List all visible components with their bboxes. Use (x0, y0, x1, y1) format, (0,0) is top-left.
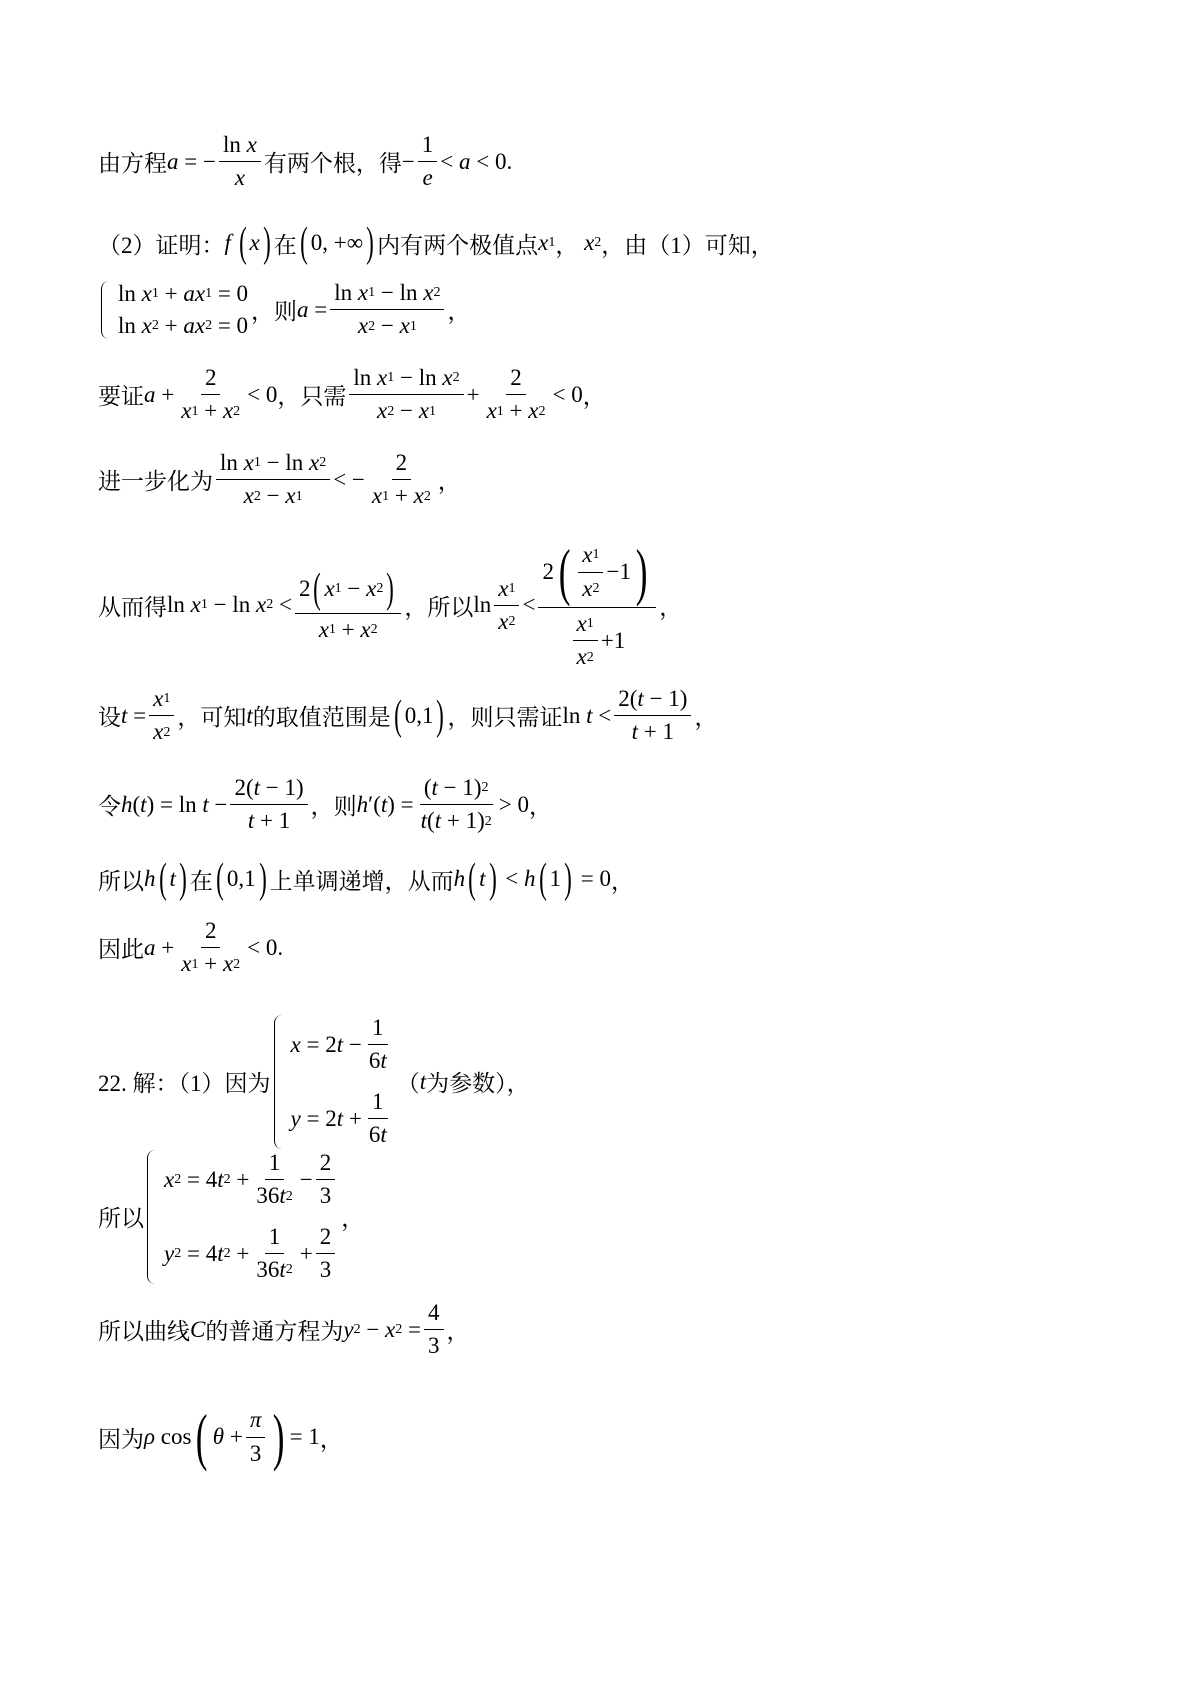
text: 22. 解：（1）因为 (98, 1071, 271, 1097)
fraction: ( t − 1) 2 t ( t + 1) 2 (420, 775, 492, 834)
text: ， (528, 794, 552, 820)
line-4: 要证 a + 2 x 1 + x 2 < 0 ，只需 ln x 1 − ln x 2 x 2 − x 1 + 2 x 1 + x 2 < 0 ， (98, 365, 606, 424)
fraction: 2( t − 1) t + 1 (230, 775, 307, 835)
text: ，则 (251, 299, 298, 325)
line-3: ln x 1 + ax 1 = 0 ln x 2 + ax 2 = 0 ，则 a = ln x 1 − ln x 2 x 2 − x 1 ， (98, 280, 470, 340)
fraction: 2 x 1 + x 2 (181, 918, 241, 977)
line-8: 令 h ( t ) = ln t − 2( t − 1) t + 1 ，则 h ′( t ) = ( t − 1) 2 t ( t + 1) 2 > 0 ， (98, 775, 552, 834)
text: 有两个根，得 (263, 151, 402, 177)
text: 所以 (98, 1206, 144, 1232)
text: （2）证明： (98, 232, 225, 258)
fraction: ln x 1 − ln x 2 x 2 − x 1 (216, 450, 330, 510)
text: ， (341, 1206, 365, 1232)
text: 在 (273, 232, 297, 258)
line-14: 因为 ρ cos ( θ + $\frac{\pi}{3}$ ) = 1 ， (98, 1401, 343, 1472)
line-6: 从而得 ln x 1 − ln x 2 < 2 ( x 1 − x 2 ) x 1 + x 2 ，所以 ln x 1 x 2 < 2 ( x 1 x 2 −1 ) x 1 x 2 +1 ， (98, 536, 683, 670)
text: 为参数）， (426, 1071, 530, 1097)
text: ， (582, 384, 606, 410)
fraction: 2 ( x 1 x 2 −1 ) x 1 x 2 +1 (538, 540, 656, 671)
text: 在 (189, 868, 213, 894)
fraction: ln x 1 − ln x 2 x 2 − x 1 (330, 280, 444, 340)
text: 所以 (98, 868, 144, 894)
text: ， (659, 594, 683, 620)
text: ，则 (310, 794, 357, 820)
text: ， (319, 1426, 343, 1452)
text: ，由（1）可知， (601, 232, 774, 258)
fraction: 2 ( x 1 − x 2 ) x 1 + x 2 (295, 568, 401, 643)
text: ， (447, 299, 471, 325)
fraction: x 1 x 2 (149, 686, 174, 746)
equation-system: ln x 1 + ax 1 = 0 ln x 2 + ax 2 = 0 (101, 281, 248, 339)
text: 所以曲线 (98, 1319, 190, 1345)
fraction: 2 x 1 + x 2 (486, 365, 546, 424)
fraction: ln x 1 − ln x 2 x 2 − x 1 (349, 365, 463, 425)
text: 因为 (98, 1426, 144, 1452)
text: 令 (98, 794, 121, 820)
text: 设 (98, 705, 121, 731)
text: 进一步化为 (98, 469, 213, 495)
text: ，所以 (404, 594, 474, 620)
text: 从而得 (98, 594, 167, 620)
text: 的普通方程为 (205, 1319, 344, 1345)
text: （ (396, 1071, 420, 1097)
text: 内有两个极值点 (377, 232, 539, 258)
equation-system: x 2 = 4 t 2 + 1 36 t 2 − $\frac{2}{3}$ y 2 = 4 t 2 + 1 36 t 2 + $\frac{2}{3}$ (147, 1150, 338, 1284)
fraction: 2 x 1 + x 2 (181, 365, 241, 424)
line-5: 进一步化为 ln x 1 − ln x 2 x 2 − x 1 < − 2 x 1 + x 2 ， (98, 450, 461, 509)
text: ， (437, 469, 461, 495)
line-7: 设 t = x 1 x 2 ，可知 t 的取值范围是 ( 0,1 ) ，则只需证 ln t < 2( t − 1) t + 1 ， (98, 686, 718, 745)
text: 由方程 (98, 151, 167, 177)
fraction: $\frac{1}{e}$ (418, 132, 438, 192)
fraction: x 1 x 2 (494, 576, 519, 636)
fraction: ln x x (219, 132, 261, 192)
line-10: 因此 a + 2 x 1 + x 2 < 0. (98, 918, 284, 977)
text: 的取值范围是 (252, 705, 391, 731)
fraction: 2 x 1 + x 2 (371, 450, 431, 509)
text: 要证 (98, 384, 144, 410)
text: 上单调递增，从而 (269, 868, 454, 894)
line-9: 所以 h ( t ) 在 ( 0,1 ) 上单调递增，从而 h ( t ) < h ( 1 ) = 0 ， (98, 856, 634, 902)
text: ，只需 (277, 384, 347, 410)
text: 因此 (98, 937, 144, 963)
text: ，则只需证 (447, 705, 563, 731)
fraction: $\frac{4}{3}$ (424, 1300, 444, 1360)
fraction: 2( t − 1) t + 1 (614, 686, 691, 746)
line-13: 所以曲线 C 的普通方程为 y 2 − x 2 = $\frac{4}{3}$ ， (98, 1300, 470, 1359)
line-12 (98, 1150, 364, 1284)
line-2: （2）证明： f ( x ) 在 ( 0, +∞ ) 内有两个极值点 x 1 ， x 2 ，由（1）可知， (98, 220, 774, 266)
text: ， (446, 1319, 470, 1345)
equation-system: x = 2 t − 1 6 t y = 2 t + 1 6 t (274, 1015, 394, 1149)
text: ， (611, 868, 634, 894)
text: ，可知 (177, 705, 247, 731)
line-1: 由方程 a = − ln x x 有两个根，得 − $\frac{1}{e}$ < a < 0. (98, 132, 513, 191)
text: ， (694, 705, 718, 731)
line-11: 22. 解：（1）因为 x = 2 t − 1 6 t y = 2 t + 1 6 t （ t 为参数）， (98, 1015, 530, 1148)
